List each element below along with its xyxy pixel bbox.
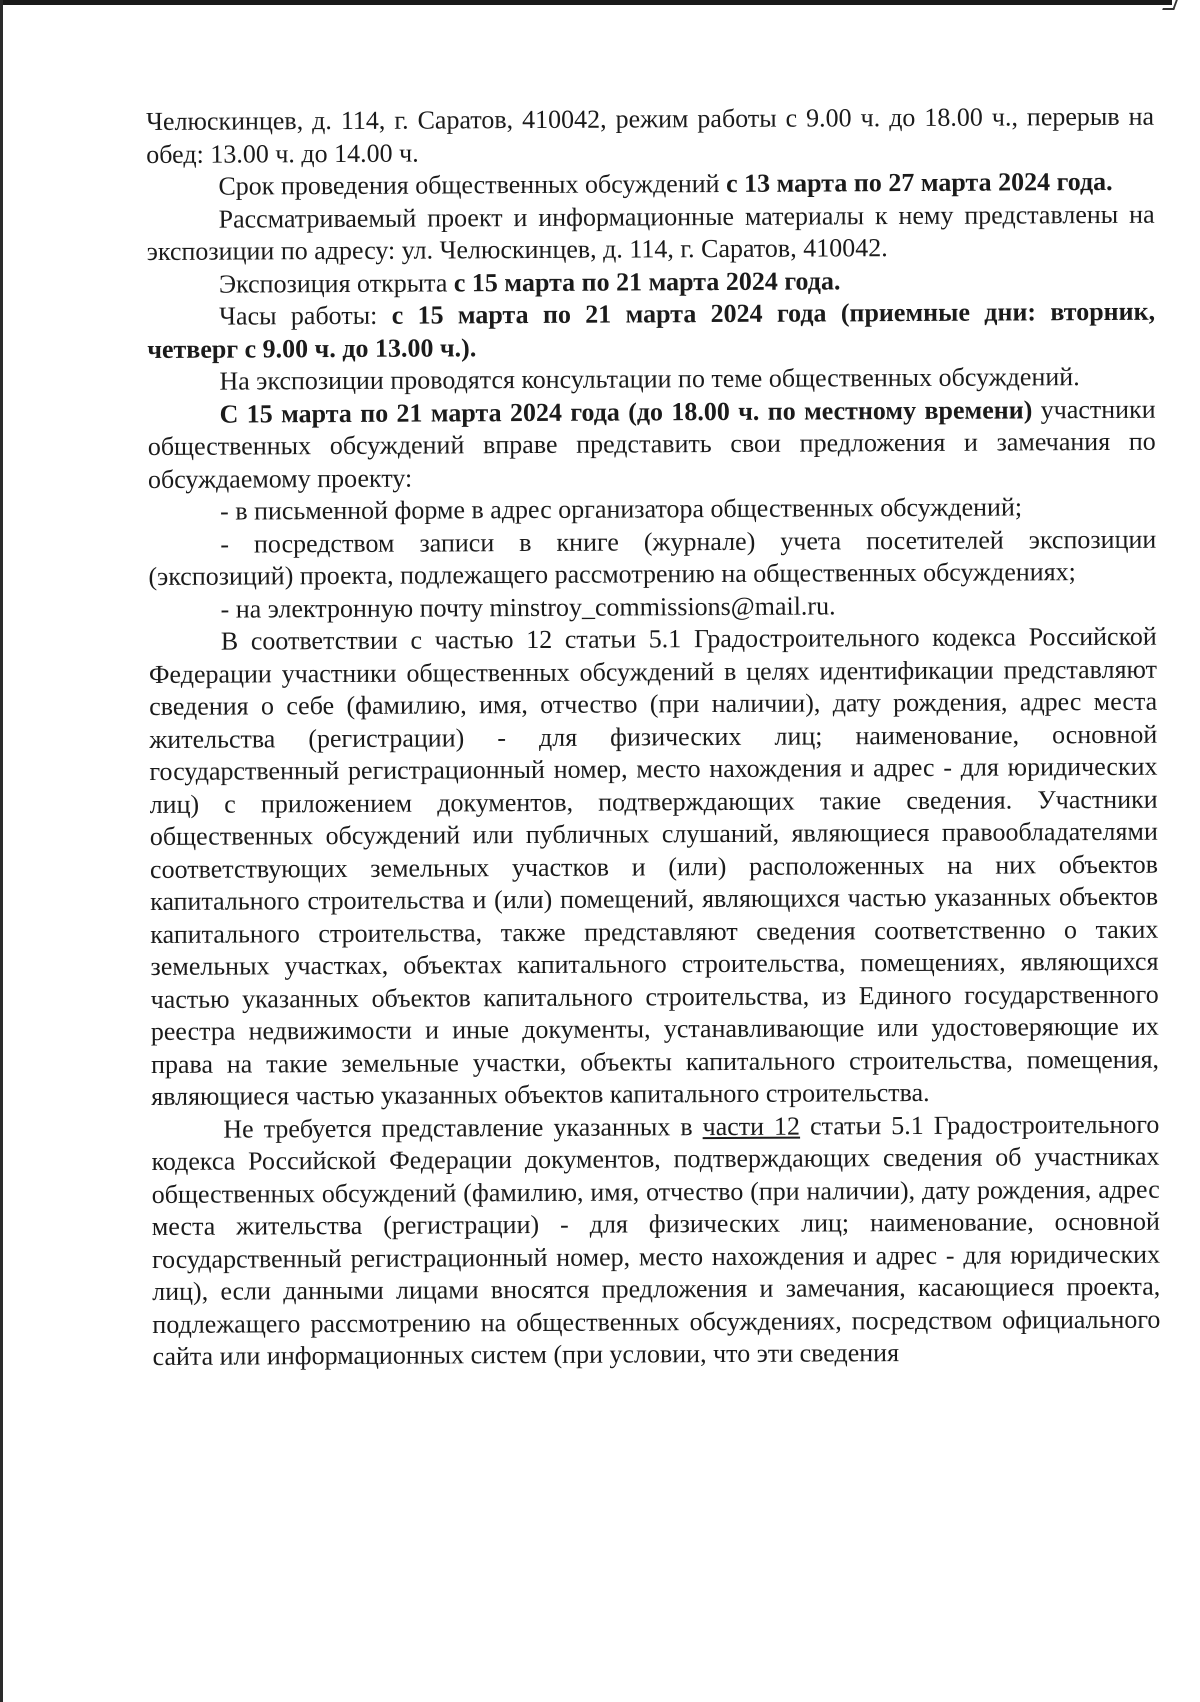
document-body bbox=[146, 101, 1161, 1374]
scan-top-edge bbox=[0, 0, 1172, 5]
paragraph-address-hours: Челюскинцев, д. 114, г. Саратов, 410042, режим работы с 9.00 ч. до 18.00 ч., перерыв на обед: 13.00 ч. до 14.00 ч. bbox=[146, 101, 1155, 169]
list-item-visitor-book: - посредством записи в книге (журнале) учета посетителей экспозиции (экспозиций) проекта, подлежащего рассмотрению на общественных обсуждениях; bbox=[148, 524, 1157, 591]
paragraph-proposals-period bbox=[148, 393, 1156, 496]
exposition-open-label: Экспозиция открыта bbox=[218, 267, 454, 299]
exposition-open-dates: с 15 марта по 21 марта 2024 года. bbox=[453, 265, 841, 297]
paragraph-identification-requirements: В соответствии с частью 12 статьи 5.1 Градостроительного кодекса Российской Федерации участники общественных обсуждений в целях идентификации представляют сведения о себе (фамилию, имя, отчество (при наличии), дату рождения, адрес места жительства (регистрации) - для физических лиц; наименование, основной государственный регистрационный номер, место нахождения и адрес - для юридических лиц) с приложением документов, подтверждающих такие сведения. Участники общественных обсуждений или публичных слушаний, являющиеся правообладателями соответствующих земельных участков и (или) расположенных на них объектов капитального строительства и (или) помещений, являющихся частью указанных объектов капитального строительства, также представляют сведения соответственно о таких земельных участках, объектах капитального строительства, помещениях, являющихся частью указанных объектов капитального строительства, из Единого государственного реестра недвижимости и иные документы, устанавливающие или удостоверяющие их права на такие земельные участки, объекты капитального строительства, помещения, являющиеся частью указанных объектов капитального строительства. bbox=[148, 621, 1160, 1111]
paragraph-working-hours bbox=[147, 296, 1155, 366]
no-documents-text-start: Не требуется представление указанных в bbox=[223, 1111, 703, 1144]
paragraph-no-documents-required bbox=[151, 1108, 1160, 1373]
scan-corner-mark bbox=[1162, 0, 1178, 10]
paragraph-discussion-period bbox=[146, 166, 1154, 204]
discussion-period-label: Срок проведения общественных обсуждений bbox=[218, 168, 727, 201]
paragraph-project-materials: Рассматриваемый проект и информационные материалы к нему представлены на экспозиции по адресу: ул. Челюскинцев, д. 114, г. Саратов, 410042. bbox=[146, 199, 1155, 266]
law-part-reference-link[interactable]: части 12 bbox=[702, 1111, 801, 1141]
working-hours-dates: с 15 марта по 21 марта 2024 года (приемные дни: вторник, четверг с 9.00 ч. до 13.00 ч.). bbox=[147, 296, 1156, 364]
list-item-written-form: - в письменной форме в адрес организатора общественных обсуждений; bbox=[220, 492, 1023, 526]
paragraph-consultations: На экспозиции проводятся консультации по теме общественных обсуждений. bbox=[219, 362, 1080, 396]
working-hours-label: Часы работы: bbox=[219, 300, 392, 331]
proposals-period-dates: С 15 марта по 21 марта 2024 года (до 18.00 ч. по местному времени) bbox=[219, 394, 1033, 429]
paragraph-exposition-open bbox=[147, 263, 1155, 301]
list-item-email: - на электронную почту minstroy_commissions@mail.ru. bbox=[220, 590, 836, 624]
discussion-period-dates: с 13 марта по 27 марта 2024 года. bbox=[725, 166, 1113, 198]
proposals-period-text: участники общественных обсуждений вправе представить свои предложения и замечания по обсуждаемому проекту: bbox=[147, 394, 1156, 494]
scan-left-edge bbox=[0, 0, 3, 1702]
no-documents-text-end: статьи 5.1 Градостроительного кодекса Российской Федерации документов, подтверждающих сведения об участниках общественных обсуждений (фамилию, имя, отчество (при наличии), дату рождения, адрес места жительства (регистрации) - для физических лиц; наименование, основной государственный регистрационный номер, место нахождения и адрес - для юридических лиц), если данными лицами вносятся предложения и замечания, касающиеся проекта, подлежащего рассмотрению на общественных обсуждениях, посредством официального сайта или информационных систем (при условии, что эти сведения bbox=[151, 1109, 1161, 1371]
